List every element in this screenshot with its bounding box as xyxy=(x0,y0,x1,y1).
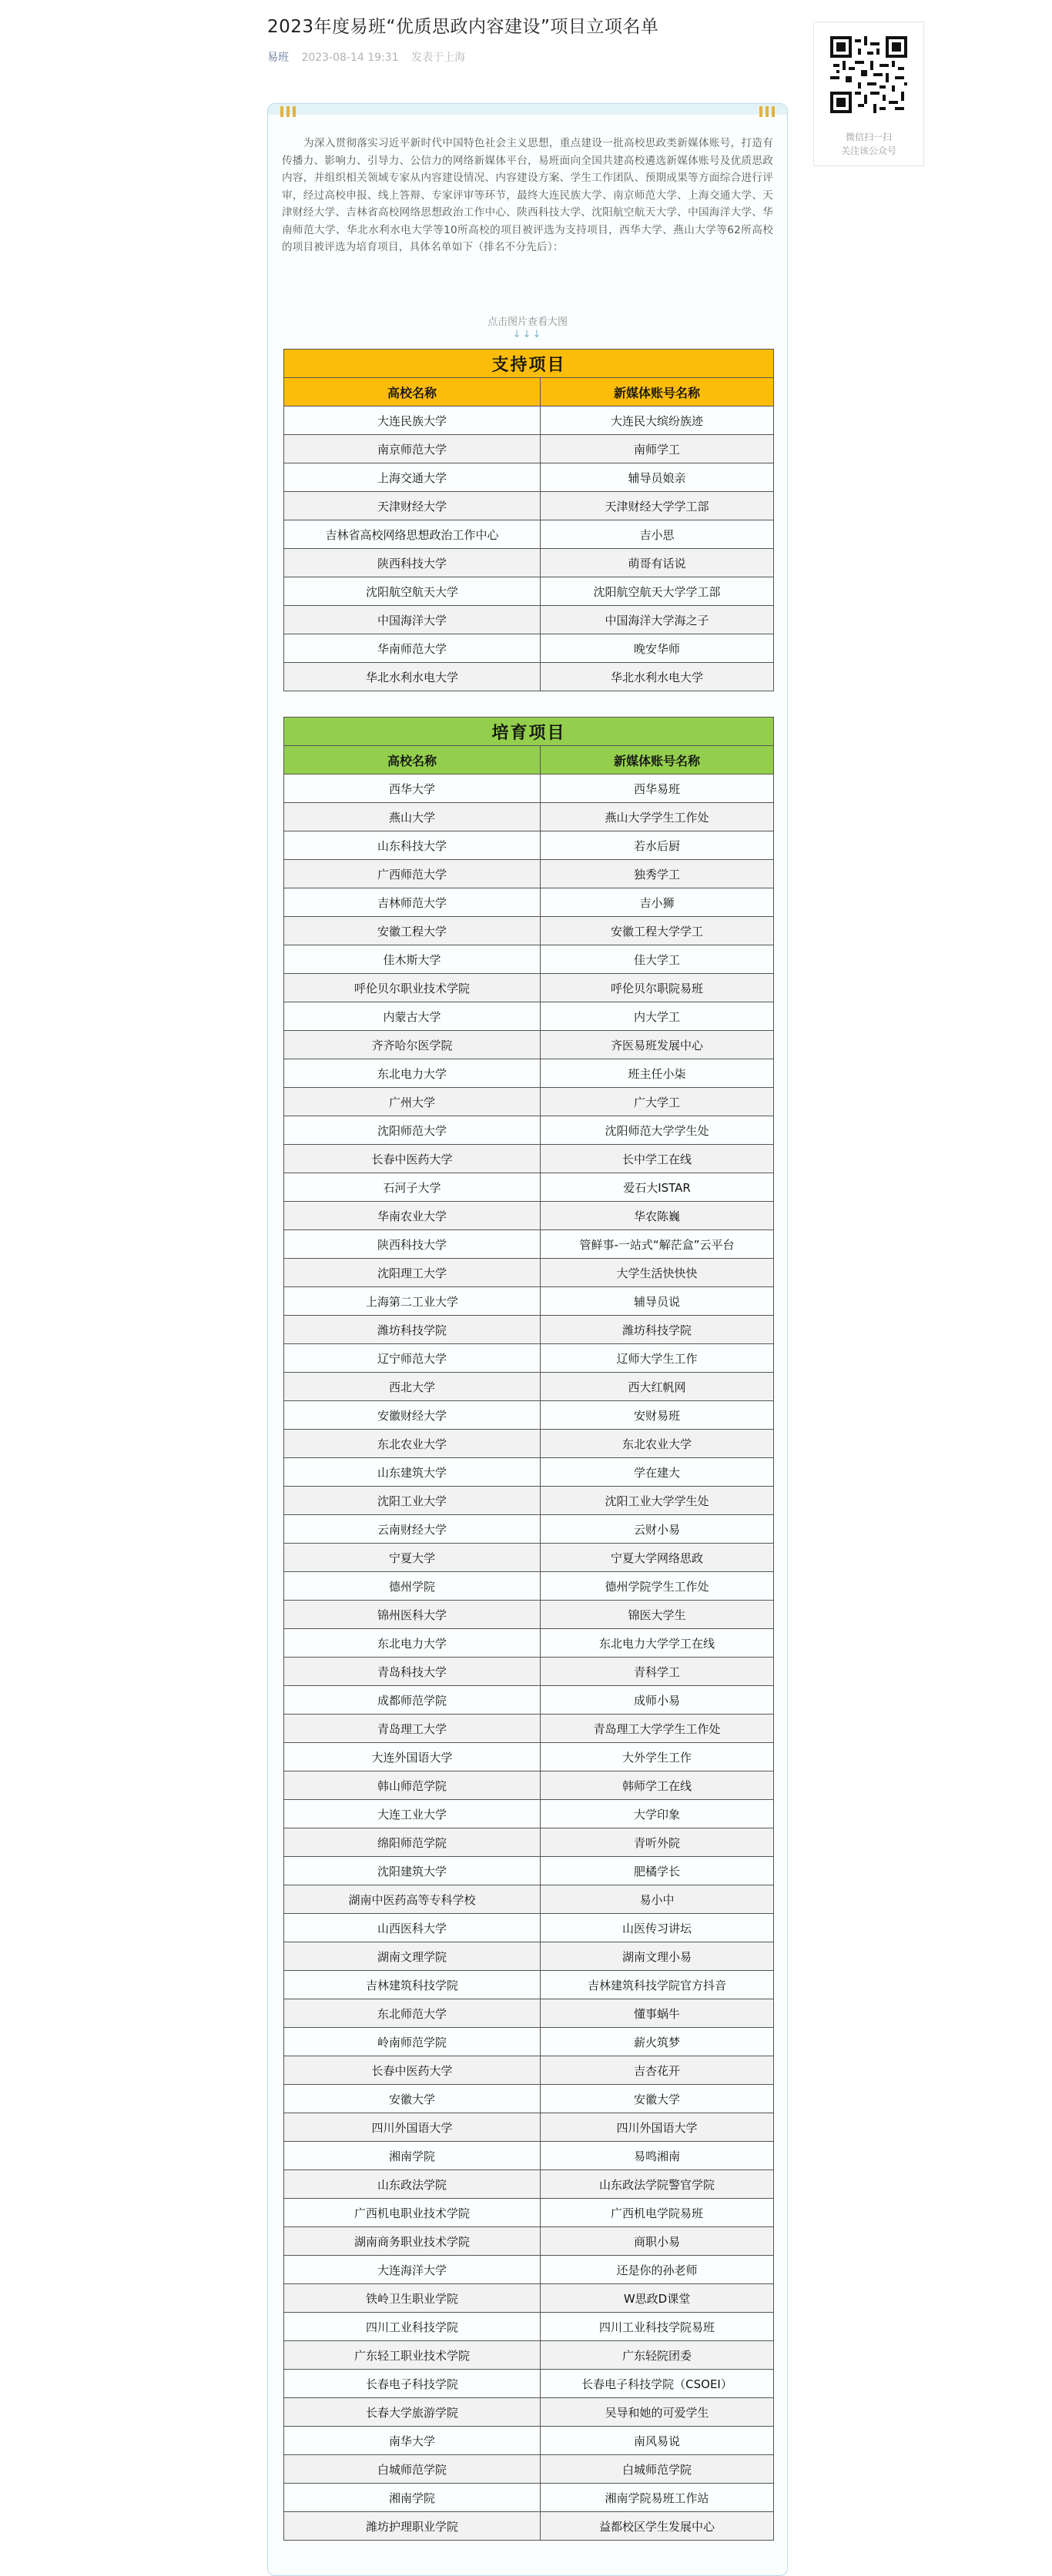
table-row xyxy=(284,2427,774,2455)
table-row xyxy=(284,1800,774,1828)
article-title: 2023年度易班“优质思政内容建设”项目立项名单 xyxy=(267,17,659,37)
school-cell: 燕山大学 xyxy=(284,803,541,831)
cultivate-projects-table[interactable] xyxy=(283,717,774,2541)
school-cell: 四川外国语大学 xyxy=(284,2113,541,2142)
table-row xyxy=(284,1344,774,1373)
school-cell: 长春大学旅游学院 xyxy=(284,2398,541,2427)
account-cell: 大外学生工作 xyxy=(541,1743,774,1771)
school-cell: 吉林省高校网络思想政治工作中心 xyxy=(284,520,541,549)
account-cell: 安财易班 xyxy=(541,1401,774,1430)
qr-caption-line2: 关注该公众号 xyxy=(840,146,896,156)
account-cell: 德州学院学生工作处 xyxy=(541,1572,774,1601)
account-cell: 肥橘学长 xyxy=(541,1857,774,1885)
account-cell: 青科学工 xyxy=(541,1658,774,1686)
account-cell: 易鸣湘南 xyxy=(541,2142,774,2170)
cultivate-col-account: 新媒体账号名称 xyxy=(541,746,774,774)
table-row xyxy=(284,1999,774,2028)
school-cell: 云南财经大学 xyxy=(284,1515,541,1544)
account-cell: 山医传习讲坛 xyxy=(541,1914,774,1942)
table-row xyxy=(284,1259,774,1287)
table-row xyxy=(284,2199,774,2227)
account-cell: 吉小狮 xyxy=(541,888,774,917)
school-cell: 湖南中医药高等专科学校 xyxy=(284,1885,541,1914)
account-cell: 还是你的孙老师 xyxy=(541,2256,774,2284)
table-row xyxy=(284,1885,774,1914)
school-cell: 呼伦贝尔职业技术学院 xyxy=(284,974,541,1002)
school-cell: 湖南文理学院 xyxy=(284,1942,541,1971)
school-cell: 山东政法学院 xyxy=(284,2170,541,2199)
account-cell: 管鲜事-一站式“解茫盒”云平台 xyxy=(541,1230,774,1259)
account-cell: 益都校区学生发展中心 xyxy=(541,2512,774,2541)
account-cell: 锦医大学生 xyxy=(541,1601,774,1629)
account-cell: 辅导员娘亲 xyxy=(541,463,774,492)
account-cell: 安徽工程大学学工 xyxy=(541,917,774,945)
table-row xyxy=(284,1373,774,1401)
account-cell: 燕山大学学生工作处 xyxy=(541,803,774,831)
school-cell: 德州学院 xyxy=(284,1572,541,1601)
table-row xyxy=(284,1601,774,1629)
school-cell: 大连民族大学 xyxy=(284,406,541,435)
account-cell: 辅导员说 xyxy=(541,1287,774,1316)
account-cell: 内大学工 xyxy=(541,1002,774,1031)
table-row xyxy=(284,1715,774,1743)
school-cell: 东北师范大学 xyxy=(284,1999,541,2028)
table-row xyxy=(284,1430,774,1458)
school-cell: 广东轻工职业技术学院 xyxy=(284,2341,541,2370)
table-row xyxy=(284,1686,774,1715)
school-cell: 山西医科大学 xyxy=(284,1914,541,1942)
article-meta xyxy=(267,49,465,65)
table-row xyxy=(284,2085,774,2113)
school-cell: 沈阳理工大学 xyxy=(284,1259,541,1287)
table-row xyxy=(284,1002,774,1031)
qr-caption xyxy=(814,130,923,158)
school-cell: 山东科技大学 xyxy=(284,831,541,860)
support-table-caption: 支持项目 xyxy=(284,350,774,378)
table-row xyxy=(284,1116,774,1145)
account-cell: 广东轻院团委 xyxy=(541,2341,774,2370)
table-row xyxy=(284,549,774,577)
school-cell: 湘南学院 xyxy=(284,2142,541,2170)
account-cell: 四川外国语大学 xyxy=(541,2113,774,2142)
table-row xyxy=(284,520,774,549)
account-cell: 西华易班 xyxy=(541,774,774,803)
intro-paragraph: 为深入贯彻落实习近平新时代中国特色社会主义思想，重点建设一批高校思政类新媒体账号，打造有传播力、影响力、引导力、公信力的网络新媒体平台，易班面向全国共建高校遴选新媒体账号及优质思政内容，并组织相关领域专家从内容建设情况、内容建设方案、学生工作团队、预期成果等方面综合进行评审，经过高校申报、线上答辩、专家评审等环节，最终大连民族大学、南京师范大学、上海交通大学、天津财经大学、吉林省高校网络思想政治工作中心、陕西科技大学、沈阳航空航天大学、中国海洋大学、华南师范大学、华北水利水电大学等10所高校的项目被评选为支持项目，西华大学、燕山大学等62所高校的项目被评选为培育项目，具体名单如下（排名不分先后）： xyxy=(282,137,773,253)
school-cell: 石河子大学 xyxy=(284,1173,541,1202)
school-cell: 长春中医药大学 xyxy=(284,1145,541,1173)
account-cell: 长春电子科技学院（CSOEI） xyxy=(541,2370,774,2398)
table-row xyxy=(284,1088,774,1116)
table-row xyxy=(284,2284,774,2313)
table-row xyxy=(284,803,774,831)
school-cell: 东北农业大学 xyxy=(284,1430,541,1458)
school-cell: 山东建筑大学 xyxy=(284,1458,541,1487)
account-cell: 辽师大学生工作 xyxy=(541,1344,774,1373)
table-row xyxy=(284,1771,774,1800)
school-cell: 内蒙古大学 xyxy=(284,1002,541,1031)
school-cell: 长春电子科技学院 xyxy=(284,2370,541,2398)
table-row xyxy=(284,1743,774,1771)
school-cell: 绵阳师范学院 xyxy=(284,1828,541,1857)
table-row xyxy=(284,1828,774,1857)
school-cell: 岭南师范学院 xyxy=(284,2028,541,2056)
school-cell: 长春中医药大学 xyxy=(284,2056,541,2085)
account-cell: 长中学工在线 xyxy=(541,1145,774,1173)
school-cell: 潍坊科技学院 xyxy=(284,1316,541,1344)
table-row xyxy=(284,2455,774,2484)
account-cell: 安徽大学 xyxy=(541,2085,774,2113)
school-cell: 广州大学 xyxy=(284,1088,541,1116)
publish-location: 发表于上海 xyxy=(411,52,466,64)
account-cell: 班主任小柒 xyxy=(541,1059,774,1088)
table-row xyxy=(284,634,774,663)
account-cell: 广大学工 xyxy=(541,1088,774,1116)
account-cell: 学在建大 xyxy=(541,1458,774,1487)
cultivate-table-body xyxy=(284,774,774,2541)
table-row xyxy=(284,1658,774,1686)
table-row xyxy=(284,1287,774,1316)
account-cell: 湖南文理小易 xyxy=(541,1942,774,1971)
account-cell: 懂事蜗牛 xyxy=(541,1999,774,2028)
table-row xyxy=(284,945,774,974)
school-cell: 吉林建筑科技学院 xyxy=(284,1971,541,1999)
table-row xyxy=(284,435,774,463)
school-cell: 广西师范大学 xyxy=(284,860,541,888)
school-cell: 大连海洋大学 xyxy=(284,2256,541,2284)
school-cell: 上海第二工业大学 xyxy=(284,1287,541,1316)
school-cell: 华北水利水电大学 xyxy=(284,663,541,691)
account-cell: 沈阳航空航天大学学工部 xyxy=(541,577,774,606)
account-cell: 潍坊科技学院 xyxy=(541,1316,774,1344)
table-row xyxy=(284,774,774,803)
school-cell: 西北大学 xyxy=(284,1373,541,1401)
account-cell: 若水后厨 xyxy=(541,831,774,860)
table-row xyxy=(284,606,774,634)
account-cell: 薪火筑梦 xyxy=(541,2028,774,2056)
school-cell: 四川工业科技学院 xyxy=(284,2313,541,2341)
account-cell: 韩师学工在线 xyxy=(541,1771,774,1800)
school-cell: 大连工业大学 xyxy=(284,1800,541,1828)
table-row xyxy=(284,2256,774,2284)
qr-code-panel[interactable] xyxy=(813,22,924,166)
school-cell: 潍坊护理职业学院 xyxy=(284,2512,541,2541)
account-cell: 青岛理工大学学生工作处 xyxy=(541,1715,774,1743)
school-cell: 青岛理工大学 xyxy=(284,1715,541,1743)
table-row xyxy=(284,1316,774,1344)
table-row xyxy=(284,1487,774,1515)
support-col-account: 新媒体账号名称 xyxy=(541,378,774,406)
account-cell: 山东政法学院警官学院 xyxy=(541,2170,774,2199)
school-cell: 安徽工程大学 xyxy=(284,917,541,945)
table-row xyxy=(284,1401,774,1430)
school-cell: 上海交通大学 xyxy=(284,463,541,492)
account-cell: 晚安华师 xyxy=(541,634,774,663)
account-cell: 爱石大ISTAR xyxy=(541,1173,774,1202)
account-cell: 吉小思 xyxy=(541,520,774,549)
school-cell: 天津财经大学 xyxy=(284,492,541,520)
school-cell: 吉林师范大学 xyxy=(284,888,541,917)
card-header-strip xyxy=(268,104,787,115)
school-cell: 辽宁师范大学 xyxy=(284,1344,541,1373)
table-row xyxy=(284,2398,774,2427)
account-cell: 四川工业科技学院易班 xyxy=(541,2313,774,2341)
view-image-hint: 点击图片查看大图 xyxy=(487,316,568,328)
table-row xyxy=(284,1572,774,1601)
school-cell: 东北电力大学 xyxy=(284,1629,541,1658)
table-row xyxy=(284,1914,774,1942)
table-row xyxy=(284,2113,774,2142)
account-cell: 大学生活快快快 xyxy=(541,1259,774,1287)
account-cell: 佳大学工 xyxy=(541,945,774,974)
school-cell: 湖南商务职业技术学院 xyxy=(284,2227,541,2256)
account-cell: 中国海洋大学海之子 xyxy=(541,606,774,634)
table-row xyxy=(284,1942,774,1971)
account-cell: 吴导和她的可爱学生 xyxy=(541,2398,774,2427)
table-row xyxy=(284,1544,774,1572)
table-row xyxy=(284,2341,774,2370)
table-row xyxy=(284,860,774,888)
table-row xyxy=(284,2170,774,2199)
school-cell: 西华大学 xyxy=(284,774,541,803)
school-cell: 陕西科技大学 xyxy=(284,1230,541,1259)
table-row xyxy=(284,1173,774,1202)
school-cell: 华南师范大学 xyxy=(284,634,541,663)
table-row xyxy=(284,1202,774,1230)
table-row xyxy=(284,2484,774,2512)
school-cell: 沈阳师范大学 xyxy=(284,1116,541,1145)
table-row xyxy=(284,1629,774,1658)
publish-date: 2023-08-14 19:31 xyxy=(301,52,399,64)
school-cell: 安徽财经大学 xyxy=(284,1401,541,1430)
table-row xyxy=(284,1059,774,1088)
cultivate-table-caption: 培育项目 xyxy=(284,718,774,746)
table-row xyxy=(284,1031,774,1059)
cultivate-col-school: 高校名称 xyxy=(284,746,541,774)
table-row xyxy=(284,2056,774,2085)
school-cell: 白城师范学院 xyxy=(284,2455,541,2484)
school-cell: 南华大学 xyxy=(284,2427,541,2455)
table-row xyxy=(284,1458,774,1487)
account-cell: W思政D课堂 xyxy=(541,2284,774,2313)
school-cell: 南京师范大学 xyxy=(284,435,541,463)
account-cell: 沈阳师范大学学生处 xyxy=(541,1116,774,1145)
school-cell: 东北电力大学 xyxy=(284,1059,541,1088)
support-table-body xyxy=(284,406,774,691)
author-link[interactable]: 易班 xyxy=(267,52,289,64)
school-cell: 青岛科技大学 xyxy=(284,1658,541,1686)
table-row xyxy=(284,2227,774,2256)
decor-bars-right-icon xyxy=(752,105,775,118)
account-cell: 华农陈巍 xyxy=(541,1202,774,1230)
table-row xyxy=(284,663,774,691)
table-row xyxy=(284,2512,774,2541)
table-row xyxy=(284,1230,774,1259)
account-cell: 东北农业大学 xyxy=(541,1430,774,1458)
table-row xyxy=(284,1971,774,1999)
school-cell: 大连外国语大学 xyxy=(284,1743,541,1771)
account-cell: 沈阳工业大学学生处 xyxy=(541,1487,774,1515)
table-row xyxy=(284,2028,774,2056)
account-cell: 呼伦贝尔职院易班 xyxy=(541,974,774,1002)
school-cell: 佳木斯大学 xyxy=(284,945,541,974)
school-cell: 华南农业大学 xyxy=(284,1202,541,1230)
school-cell: 沈阳航空航天大学 xyxy=(284,577,541,606)
school-cell: 成都师范学院 xyxy=(284,1686,541,1715)
account-cell: 云财小易 xyxy=(541,1515,774,1544)
account-cell: 东北电力大学学工在线 xyxy=(541,1629,774,1658)
account-cell: 宁夏大学网络思政 xyxy=(541,1544,774,1572)
table-row xyxy=(284,2370,774,2398)
school-cell: 铁岭卫生职业学院 xyxy=(284,2284,541,2313)
table-row xyxy=(284,406,774,435)
table-row xyxy=(284,463,774,492)
support-projects-table[interactable] xyxy=(283,349,774,691)
table-row xyxy=(284,974,774,1002)
account-cell: 西大红帆网 xyxy=(541,1373,774,1401)
support-col-school: 高校名称 xyxy=(284,378,541,406)
account-cell: 成师小易 xyxy=(541,1686,774,1715)
school-cell: 中国海洋大学 xyxy=(284,606,541,634)
qr-caption-line1: 微信扫一扫 xyxy=(845,132,892,142)
table-row xyxy=(284,888,774,917)
account-cell: 广西机电学院易班 xyxy=(541,2199,774,2227)
account-cell: 独秀学工 xyxy=(541,860,774,888)
account-cell: 商职小易 xyxy=(541,2227,774,2256)
table-row xyxy=(284,577,774,606)
down-arrows-icon: ↓↓↓ xyxy=(512,329,543,340)
content-card xyxy=(267,103,788,2576)
school-cell: 湘南学院 xyxy=(284,2484,541,2512)
table-row xyxy=(284,917,774,945)
account-cell: 南风易说 xyxy=(541,2427,774,2455)
account-cell: 天津财经大学学工部 xyxy=(541,492,774,520)
account-cell: 华北水利水电大学 xyxy=(541,663,774,691)
school-cell: 宁夏大学 xyxy=(284,1544,541,1572)
school-cell: 齐齐哈尔医学院 xyxy=(284,1031,541,1059)
table-row xyxy=(284,1857,774,1885)
decor-bars-left-icon xyxy=(280,105,303,118)
school-cell: 锦州医科大学 xyxy=(284,1601,541,1629)
account-cell: 齐医易班发展中心 xyxy=(541,1031,774,1059)
account-cell: 萌哥有话说 xyxy=(541,549,774,577)
qr-code-icon xyxy=(830,36,907,113)
table-row xyxy=(284,831,774,860)
account-cell: 湘南学院易班工作站 xyxy=(541,2484,774,2512)
table-row xyxy=(284,1145,774,1173)
school-cell: 广西机电职业技术学院 xyxy=(284,2199,541,2227)
school-cell: 陕西科技大学 xyxy=(284,549,541,577)
account-cell: 大学印象 xyxy=(541,1800,774,1828)
account-cell: 南师学工 xyxy=(541,435,774,463)
account-cell: 青听外院 xyxy=(541,1828,774,1857)
account-cell: 白城师范学院 xyxy=(541,2455,774,2484)
account-cell: 吉林建筑科技学院官方抖音 xyxy=(541,1971,774,1999)
table-row xyxy=(284,492,774,520)
table-row xyxy=(284,2142,774,2170)
school-cell: 沈阳建筑大学 xyxy=(284,1857,541,1885)
school-cell: 安徽大学 xyxy=(284,2085,541,2113)
table-row xyxy=(284,2313,774,2341)
school-cell: 韩山师范学院 xyxy=(284,1771,541,1800)
account-cell: 大连民大缤纷族迹 xyxy=(541,406,774,435)
account-cell: 易小中 xyxy=(541,1885,774,1914)
account-cell: 吉杏花开 xyxy=(541,2056,774,2085)
table-row xyxy=(284,1515,774,1544)
school-cell: 沈阳工业大学 xyxy=(284,1487,541,1515)
